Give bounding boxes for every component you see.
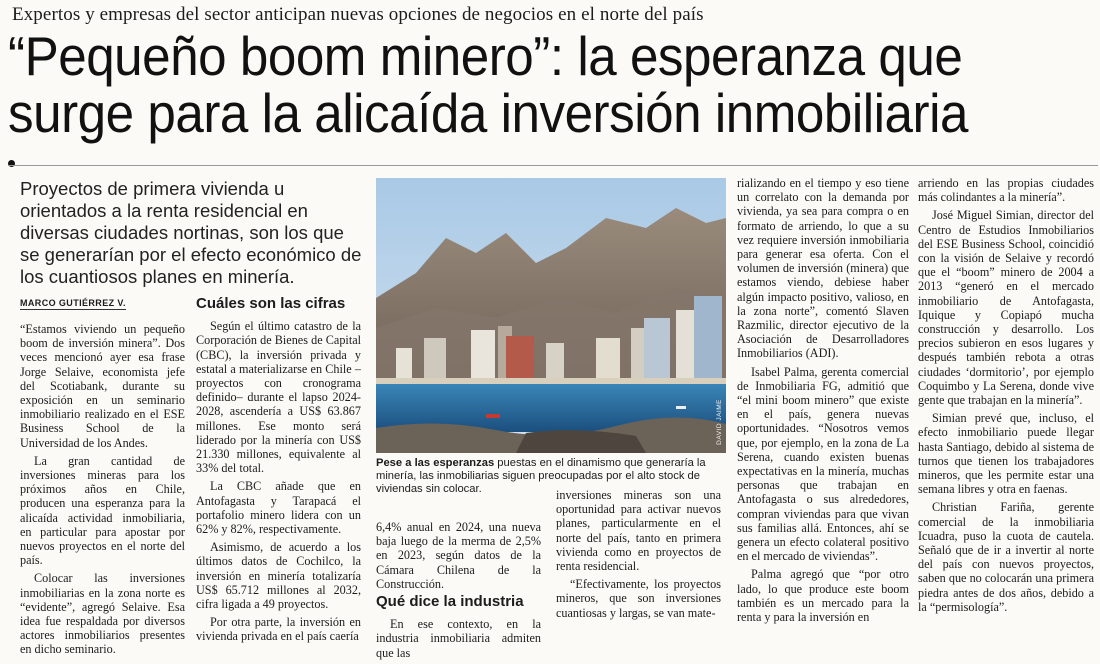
paragraph: José Miguel Simian, director del Centro de Estudios Inmobiliarios del ESE Business School, coincidió con la visión de Selaive y recordó que el “boom” minero de 2004 a 2013 “generó en el mercado inmobiliario de Antofagasta, Iquique y Copiapó mucha construcción y desarrollo. Los precios subieron en esos lugares y después también rebota a otras ciudades ‘dormitorio’, por ejemplo Coquimbo y La Serena, donde vive gente que trabajan en la minería”. — [918, 208, 1094, 408]
column-2 — [196, 295, 361, 648]
column-1 — [20, 322, 185, 661]
section-heading: Qué dice la industria — [376, 593, 524, 611]
paragraph: arriendo en las propias ciudades más colindantes a la minería”. — [918, 176, 1094, 205]
column-6 — [918, 176, 1094, 618]
column-5 — [737, 176, 909, 628]
column-4 — [556, 488, 721, 624]
paragraph: Según el último catastro de la Corporación de Bienes de Capital (CBC), la inversión privada y estatal a materializarse en Chile –proyectos con cronograma definido– durante el lapso 2024-2028, ascendería a US$ 63.867 millones. Ese monto será liderado por la minería con US$ 21.330 millones, equivalente al 33% del total. — [196, 319, 361, 476]
headline — [8, 25, 968, 144]
caption-lead: Pese a las esperanzas — [376, 457, 495, 469]
paragraph: “Efectivamente, los proyectos mineros, que son inversiones cuantiosas y largas, se van mate- — [556, 577, 721, 620]
caption-text: puestas en el dinamismo que generaría la minería, las inmobiliarias siguen preocupadas por el alto stock de viviendas sin colocar. — [376, 457, 706, 495]
paragraph: Christian Fariña, gerente comercial de la inmobiliaria Icuadra, puso la cuota de cautela. Señaló que de ir a invertir al norte del país con nuevos proyectos, saben que no colocarán una primera piedra antes de dos años, debido a la “permisología”. — [918, 500, 1094, 614]
coastal-city-image — [376, 178, 726, 453]
paragraph: En ese contexto, en la industria inmobiliaria admiten que las — [376, 617, 541, 660]
paragraph: Isabel Palma, gerenta comercial de Inmobiliaria FG, admitió que “el mini boom minero” que existe en el país, genera nuevas oportunidades. “Nosotros vemos que, por ejemplo, en la zona de La Serena, cuando existen buenas expectativas en la minería, muchas personas que trabajan en Antofagasta o sus alrededores, compran viviendas para que vivan sus familias allá. Entonces, ahí se genera un efecto colateral positivo en el mercado de viviendas”. — [737, 364, 909, 564]
summary: Proyectos de primera vivienda u orientados a la renta residencial en diversas ciudades nortinas, son los que se generarían por el efecto económico de los cuantiosos planes en minería. — [20, 178, 362, 287]
paragraph: Por otra parte, la inversión en vivienda privada en el país caería — [196, 615, 361, 644]
article-photo — [376, 178, 726, 453]
paragraph: La CBC añade que en Antofagasta y Tarapacá el portafolio minero lidera con un 62% y 82%, respectivamente. — [196, 479, 361, 537]
paragraph: “Estamos viviendo un pequeño boom de inversión minera”. Dos veces mencionó ayer esa frase Jorge Selaive, economista jefe del Scotiabank, durante su exposición en un seminario inmobiliario realizado en el ESE Business School de la Universidad de los Andes. — [20, 322, 185, 450]
photo-credit: DAVID JAIME — [716, 399, 723, 445]
paragraph: Asimismo, de acuerdo a los últimos datos de Cochilco, la inversión en minería totalizaría US$ 65.712 millones al 2032, cifra ligada a 49 proyectos. — [196, 540, 361, 612]
kicker: Expertos y empresas del sector anticipan nuevas opciones de negocios en el norte del país — [12, 4, 704, 25]
section-heading: Cuáles son las cifras — [196, 295, 346, 312]
divider — [8, 165, 1098, 166]
headline-line-1: “Pequeño boom minero”: la esperanza que — [8, 25, 963, 87]
byline: MARCO GUTIÉRREZ V. — [20, 298, 126, 308]
paragraph: rializando en el tiempo y eso tiene un correlato con la demanda por vivienda, ya sea para compra o en formato de arriendo, lo que a su vez requiere inversión inmobiliaria para generar esa oferta. Con el volumen de inversión (minera) que estamos viendo, debiese haber algún impacto positivo, valioso, en la zona norte”, comentó Slaven Razmilic, director ejecutivo de la Asociación de Desarrolladores Inmobiliarios (ADI). — [737, 176, 909, 361]
paragraph: Colocar las inversiones inmobiliarias en la zona norte es “evidente”, agregó Selaive. Esa idea fue respaldada por diversos actores inmobiliarios presentes en dicho seminario. — [20, 571, 185, 657]
paragraph: 6,4% anual en 2024, una nueva baja luego de la merma de 2,5% en 2023, según datos de la Cámara Chilena de la Construcción. — [376, 520, 541, 591]
paragraph: La gran cantidad de inversiones mineras para los próximos años en Chile, producen una esperanza para la alicaída actividad inmobiliaria, en particular para apostar por nuevos proyectos en el norte del país. — [20, 453, 185, 568]
column-3 — [376, 520, 541, 664]
paragraph: inversiones mineras son una oportunidad para activar nuevos planes, particularmente en el norte del país, tanto en primera vivienda como en proyectos de renta residencial. — [556, 488, 721, 574]
paragraph: Palma agregó que “por otro lado, lo que produce este boom también es un mercado para la renta y para la inversión en — [737, 567, 909, 625]
headline-line-2: surge para la alicaída inversión inmobiliaria — [8, 82, 968, 144]
paragraph: Simian prevé que, incluso, el efecto inmobiliario puede llegar hasta Santiago, debido al sistema de turnos que tienen los trabajadores mineros, que les permite estar una semana libres y otra en faenas. — [918, 411, 1094, 497]
